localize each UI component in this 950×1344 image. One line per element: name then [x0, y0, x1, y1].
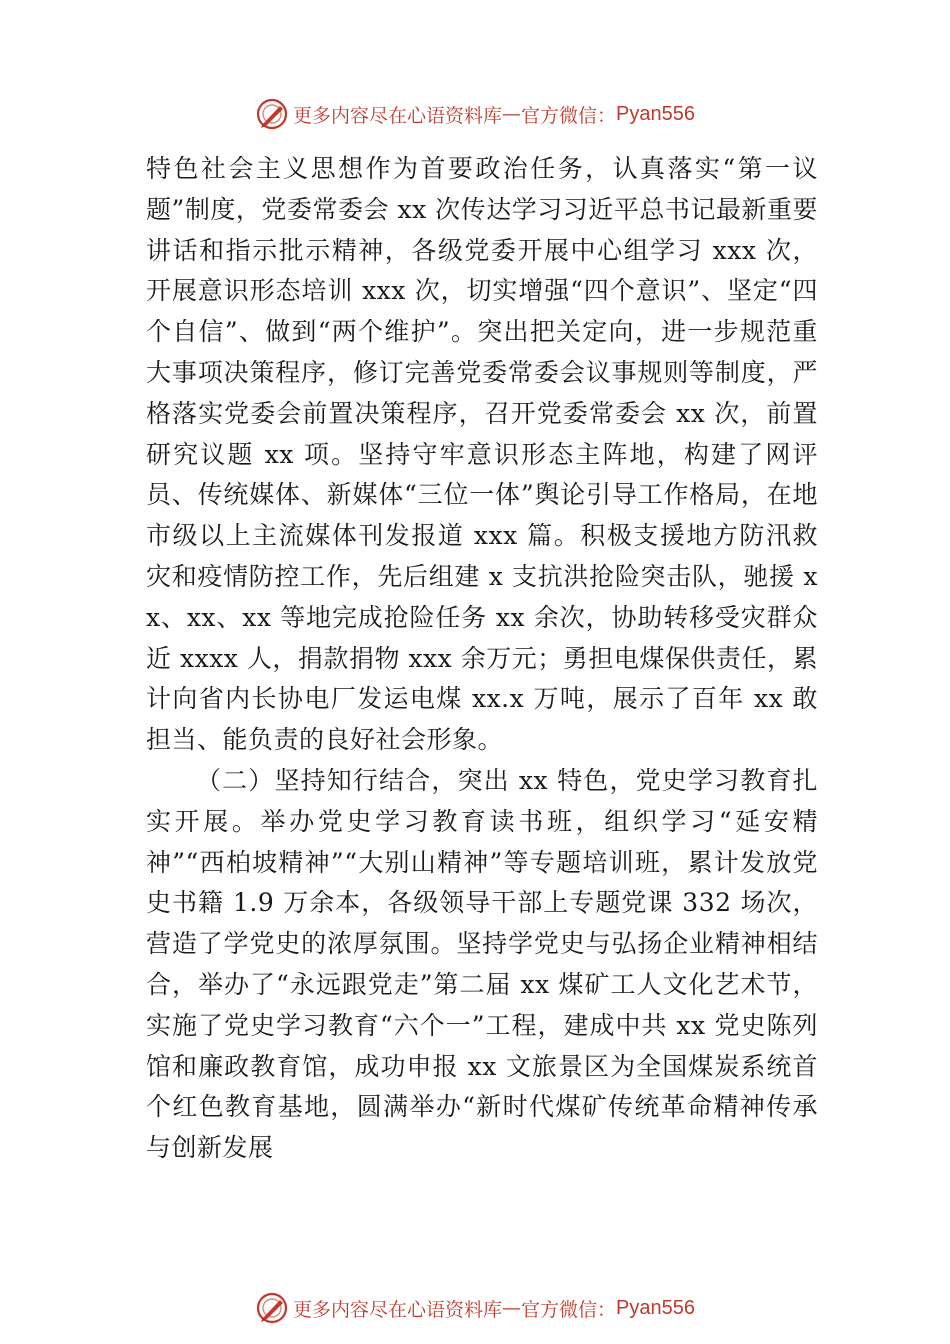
footer-banner — [0, 1288, 950, 1328]
header-official-label: 官方微信： — [521, 104, 617, 127]
paragraph-2: （二）坚持知行结合，突出 xx 特色，党史学习教育扎实开展。举办党史学习教育读书班，组织学习“延安精神”“西柏坡精神”“大别山精神”等专题培训班，累计发放党史书籍 1.9 万余本，各级领导干部上专题党课 332 场次，营造了学党史的浓厚氛围。坚持学党史与弘扬企业精神相结合，举办了“永远跟党走”第二届 xx 煤矿工人文化艺术节，实施了党史学习教育“六个一”工程，建成中共 xx 党史陈列馆和廉政教育馆，成功申报 xx 文旅景区为全国煤炭系统首个红色教育基地，圆满举办“新时代煤矿传统革命精神传承与创新发展 — [146, 765, 818, 1163]
pen-circle-logo-icon — [255, 97, 289, 131]
document-body — [146, 149, 818, 1169]
header-banner — [0, 94, 950, 134]
paragraph-1: 特色社会主义思想作为首要政治任务，认真落实“第一议题”制度，党委常委会 xx 次传达学习习近平总书记最新重要讲话和指示批示精神，各级党委开展中心组学习 xxx 次，开展意识形态培训 xxx 次，切实增强“四个意识”、坚定“四个自信”、做到“两个维护”。突出把关定向，进一步规范重大事项决策程序，修订完善党委常委会议事规则等制度，严格落实党委会前置决策程序，召开党委常委会 xx 次，前置研究议题 xx 项。坚持守牢意识形态主阵地，构建了网评员、传统媒体、新媒体“三位一体”舆论引导工作格局，在地市级以上主流媒体刊发报道 xxx 篇。积极支援地方防汛救灾和疫情防控工作，先后组建 x 支抗洪抢险突击队，驰援 xx、xx、xx 等地完成抢险任务 xx 余次，协助转移受灾群众近 xxxx 人，捐款捐物 xxx 余万元；勇担电煤保供责任，累计向省内长协电厂发运电煤 xx.x 万吨，展示了百年 xx 敢担当、能负责的良好社会形象。 — [146, 154, 818, 755]
footer-brand-text: 更多内容尽在心语资料库 — [293, 1298, 503, 1321]
pen-circle-logo-icon — [255, 1291, 289, 1325]
footer-official-label: 官方微信： — [521, 1298, 617, 1321]
header-separator: — — [502, 103, 522, 125]
header-brand-text: 更多内容尽在心语资料库 — [293, 104, 503, 127]
footer-wechat-id: Pyan556 — [616, 1296, 695, 1319]
footer-separator: — — [502, 1297, 522, 1319]
header-wechat-id: Pyan556 — [616, 102, 695, 125]
